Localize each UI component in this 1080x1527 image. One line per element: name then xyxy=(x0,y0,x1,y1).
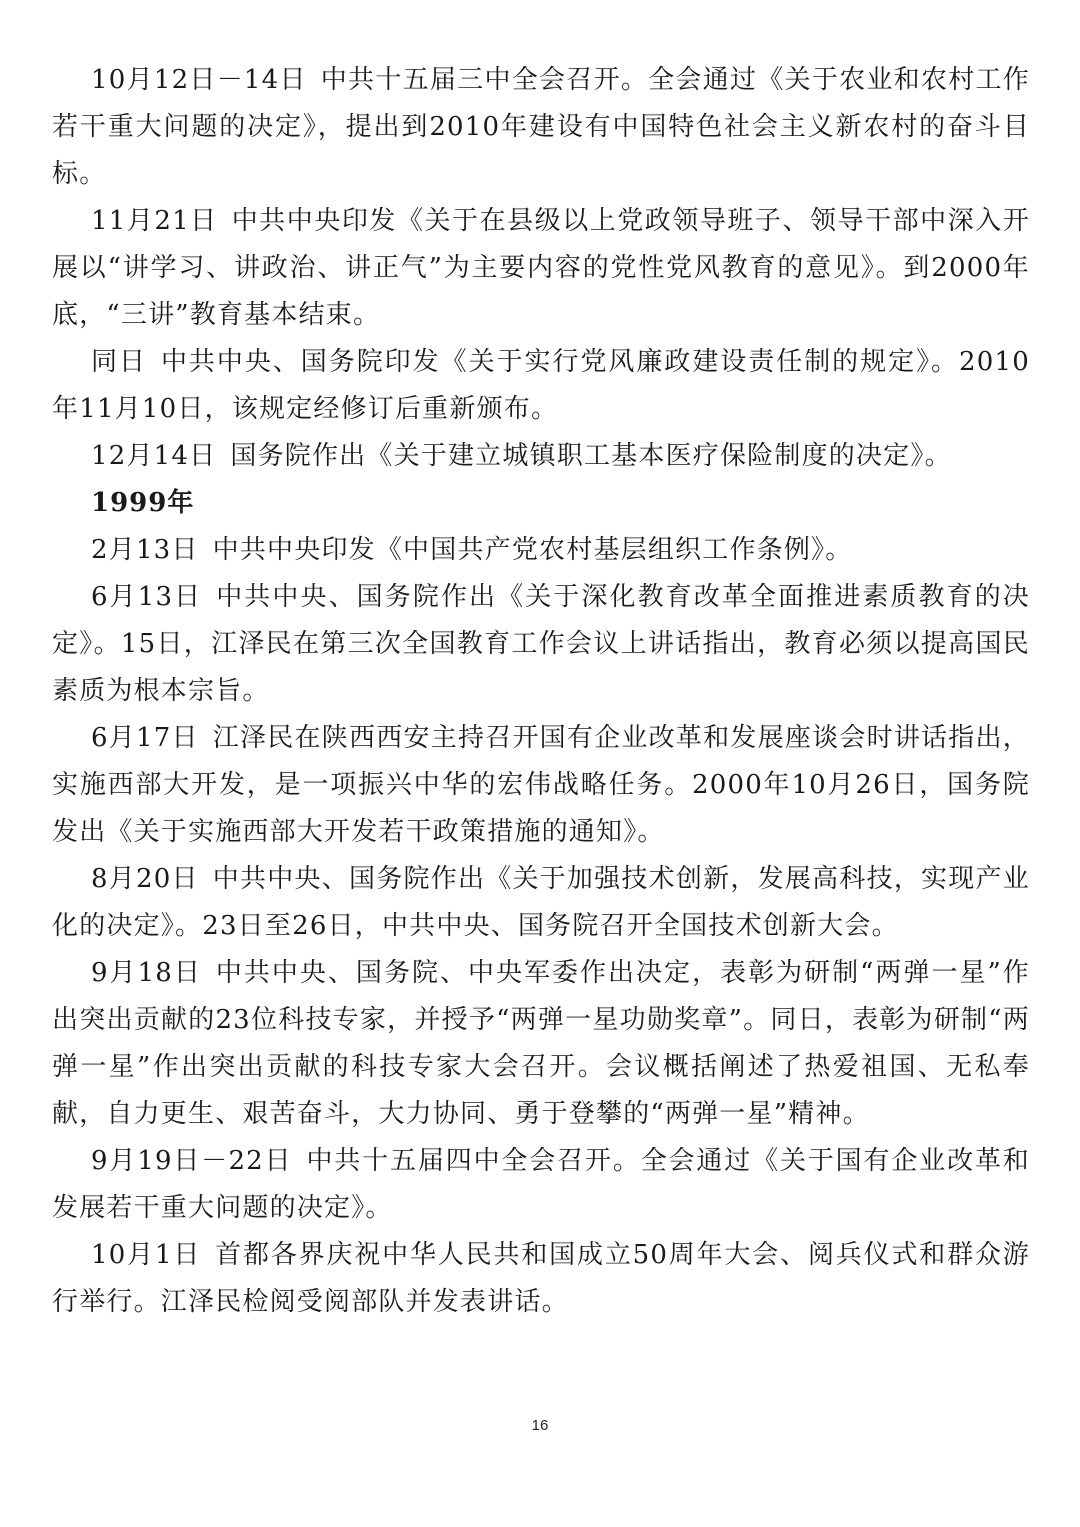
entry-text: 国务院作出《关于建立城镇职工基本医疗保险制度的决定》。 xyxy=(230,441,952,471)
year-heading-1999: 1999年 xyxy=(91,488,195,518)
entry-1999-09-18 xyxy=(52,950,1030,1138)
entry-date: 11月21日 xyxy=(91,206,218,236)
entry-text: 中共中央印发《中国共产党农村基层组织工作条例》。 xyxy=(212,535,853,565)
entry-date: 8月20日 xyxy=(91,864,199,894)
entry-1998-10-12 xyxy=(52,57,1030,198)
entry-1999-02-13 xyxy=(52,527,1030,574)
entry-text: 江泽民在陕西西安主持召开国有企业改革和发展座谈会时讲话指出，实施西部大开发，是一项振兴中华的宏伟战略任务。2000年10月26日，国务院发出《关于实施西部大开发若干政策措施的通知》。 xyxy=(52,723,1030,847)
entry-date: 6月17日 xyxy=(91,723,199,753)
entry-date: 9月19日－22日 xyxy=(91,1146,293,1176)
entry-1999-08-20 xyxy=(52,856,1030,950)
page-number: 16 xyxy=(531,1417,549,1434)
entry-1998-11-21 xyxy=(52,198,1030,339)
entry-1999-09-19 xyxy=(52,1138,1030,1232)
entry-1999-06-13 xyxy=(52,574,1030,715)
entry-date: 12月14日 xyxy=(91,441,217,471)
entry-date: 9月18日 xyxy=(91,958,202,988)
entry-text: 首都各界庆祝中华人民共和国成立50周年大会、阅兵仪式和群众游行举行。江泽民检阅受阅部队并发表讲话。 xyxy=(52,1240,1030,1317)
entry-date: 6月13日 xyxy=(91,582,203,612)
entry-date: 2月13日 xyxy=(91,535,199,565)
entry-1998-same-day xyxy=(52,339,1030,433)
entry-date: 10月1日 xyxy=(91,1240,202,1270)
entry-date: 同日 xyxy=(91,347,147,377)
entry-1999-06-17 xyxy=(52,715,1030,856)
entry-1999-10-01 xyxy=(52,1232,1030,1326)
entry-text: 中共中央印发《关于在县级以上党政领导班子、领导干部中深入开展以“讲学习、讲政治、讲正气”为主要内容的党性党风教育的意见》。到2000年底，“三讲”教育基本结束。 xyxy=(52,206,1030,330)
chronology-body xyxy=(52,57,1030,1326)
entry-text: 中共中央、国务院印发《关于实行党风廉政建设责任制的规定》。2010年11月10日，该规定经修订后重新颁布。 xyxy=(52,347,1030,424)
entry-text: 中共十五届三中全会召开。全会通过《关于农业和农村工作若干重大问题的决定》，提出到2010年建设有中国特色社会主义新农村的奋斗目标。 xyxy=(52,65,1030,189)
entry-1998-12-14 xyxy=(52,433,1030,480)
entry-text: 中共中央、国务院作出《关于加强技术创新，发展高科技，实现产业化的决定》。23日至26日，中共中央、国务院召开全国技术创新大会。 xyxy=(52,864,1030,941)
entry-date: 10月12日－14日 xyxy=(91,65,307,95)
entry-text: 中共中央、国务院作出《关于深化教育改革全面推进素质教育的决定》。15日，江泽民在第三次全国教育工作会议上讲话指出，教育必须以提高国民素质为根本宗旨。 xyxy=(52,582,1030,706)
entry-text: 中共中央、国务院、中央军委作出决定，表彰为研制“两弹一星”作出突出贡献的23位科技专家，并授予“两弹一星功勋奖章”。同日，表彰为研制“两弹一星”作出突出贡献的科技专家大会召开。会议概括阐述了热爱祖国、无私奉献，自力更生、艰苦奋斗，大力协同、勇于登攀的“两弹一星”精神。 xyxy=(52,958,1030,1129)
entry-text: 中共十五届四中全会召开。全会通过《关于国有企业改革和发展若干重大问题的决定》。 xyxy=(52,1146,1030,1223)
